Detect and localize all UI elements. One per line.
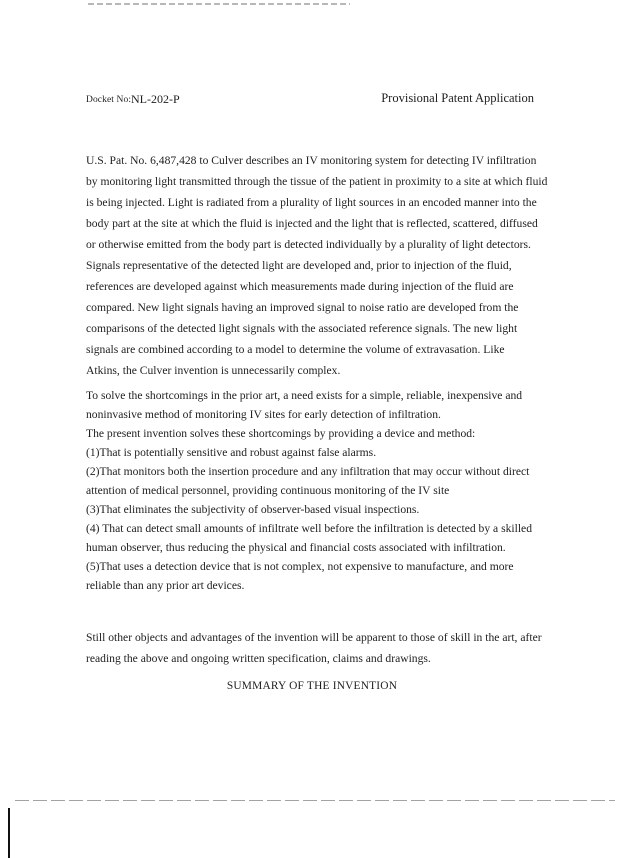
scan-artifact-top bbox=[88, 3, 350, 5]
scan-edge-mark bbox=[8, 808, 10, 858]
paragraph-culver-prior-art bbox=[86, 150, 547, 381]
text-line: reliable than any prior art devices. bbox=[86, 579, 245, 592]
docket-number: NL-202-P bbox=[131, 92, 180, 106]
text-line: The present invention solves these shortcomings by providing a device and method: bbox=[86, 427, 476, 440]
text-line: U.S. Pat. No. 6,487,428 to Culver describes an IV monitoring system for detecting IV infiltration bbox=[86, 154, 537, 167]
paragraph-objectives bbox=[86, 386, 532, 595]
docket-label: Docket No: bbox=[86, 95, 132, 105]
text-line: body part at the site at which the fluid is injected and the light that is reflected, scattered, diffused bbox=[86, 217, 538, 230]
text-line: To solve the shortcomings in the prior art, a need exists for a simple, reliable, inexpensive and bbox=[86, 389, 523, 402]
text-line: Still other objects and advantages of the invention will be apparent to those of skill in the art, after bbox=[86, 631, 542, 644]
text-line: comparisons of the detected light signals with the associated reference signals. The new light bbox=[86, 322, 518, 335]
page-header bbox=[86, 92, 534, 110]
paragraph-other-objects bbox=[86, 627, 542, 669]
text-line: (2)That monitors both the insertion procedure and any infiltration that may occur without direct bbox=[86, 465, 530, 478]
text-line: is being injected. Light is radiated from a plurality of light sources in an encoded manner into the bbox=[86, 196, 537, 209]
section-heading-summary: SUMMARY OF THE INVENTION bbox=[226, 680, 398, 692]
text-line: (3)That eliminates the subjectivity of observer-based visual inspections. bbox=[86, 503, 420, 516]
text-line: compared. New light signals having an improved signal to noise ratio are developed from the bbox=[86, 301, 519, 314]
text-line: signals are combined according to a model to determine the volume of extravasation. Like bbox=[86, 343, 505, 356]
text-line: references are developed against which measurements made during injection of the fluid are bbox=[86, 280, 514, 293]
text-line: attention of medical personnel, providing continuous monitoring of the IV site bbox=[86, 484, 450, 497]
text-line: noninvasive method of monitoring IV sites for early detection of infiltration. bbox=[86, 408, 441, 421]
text-line: Signals representative of the detected light are developed and, prior to injection of the fluid, bbox=[86, 259, 512, 272]
text-line: Atkins, the Culver invention is unnecessarily complex. bbox=[86, 364, 341, 377]
text-line: human observer, thus reducing the physical and financial costs associated with infiltration. bbox=[86, 541, 506, 554]
text-line: or otherwise emitted from the body part is detected individually by a plurality of light detectors. bbox=[86, 238, 531, 251]
document-title: Provisional Patent Application bbox=[381, 91, 534, 105]
text-line: (5)That uses a detection device that is not complex, not expensive to manufacture, and more bbox=[86, 560, 514, 573]
text-line: (1)That is potentially sensitive and robust against false alarms. bbox=[86, 446, 377, 459]
text-line: by monitoring light transmitted through the tissue of the patient in proximity to a site at which fluid bbox=[86, 175, 548, 188]
text-line: reading the above and ongoing written specification, claims and drawings. bbox=[86, 652, 431, 665]
scan-artifact-bottom bbox=[15, 800, 615, 801]
text-line: (4) That can detect small amounts of infiltrate well before the infiltration is detected by a skilled bbox=[86, 522, 532, 535]
